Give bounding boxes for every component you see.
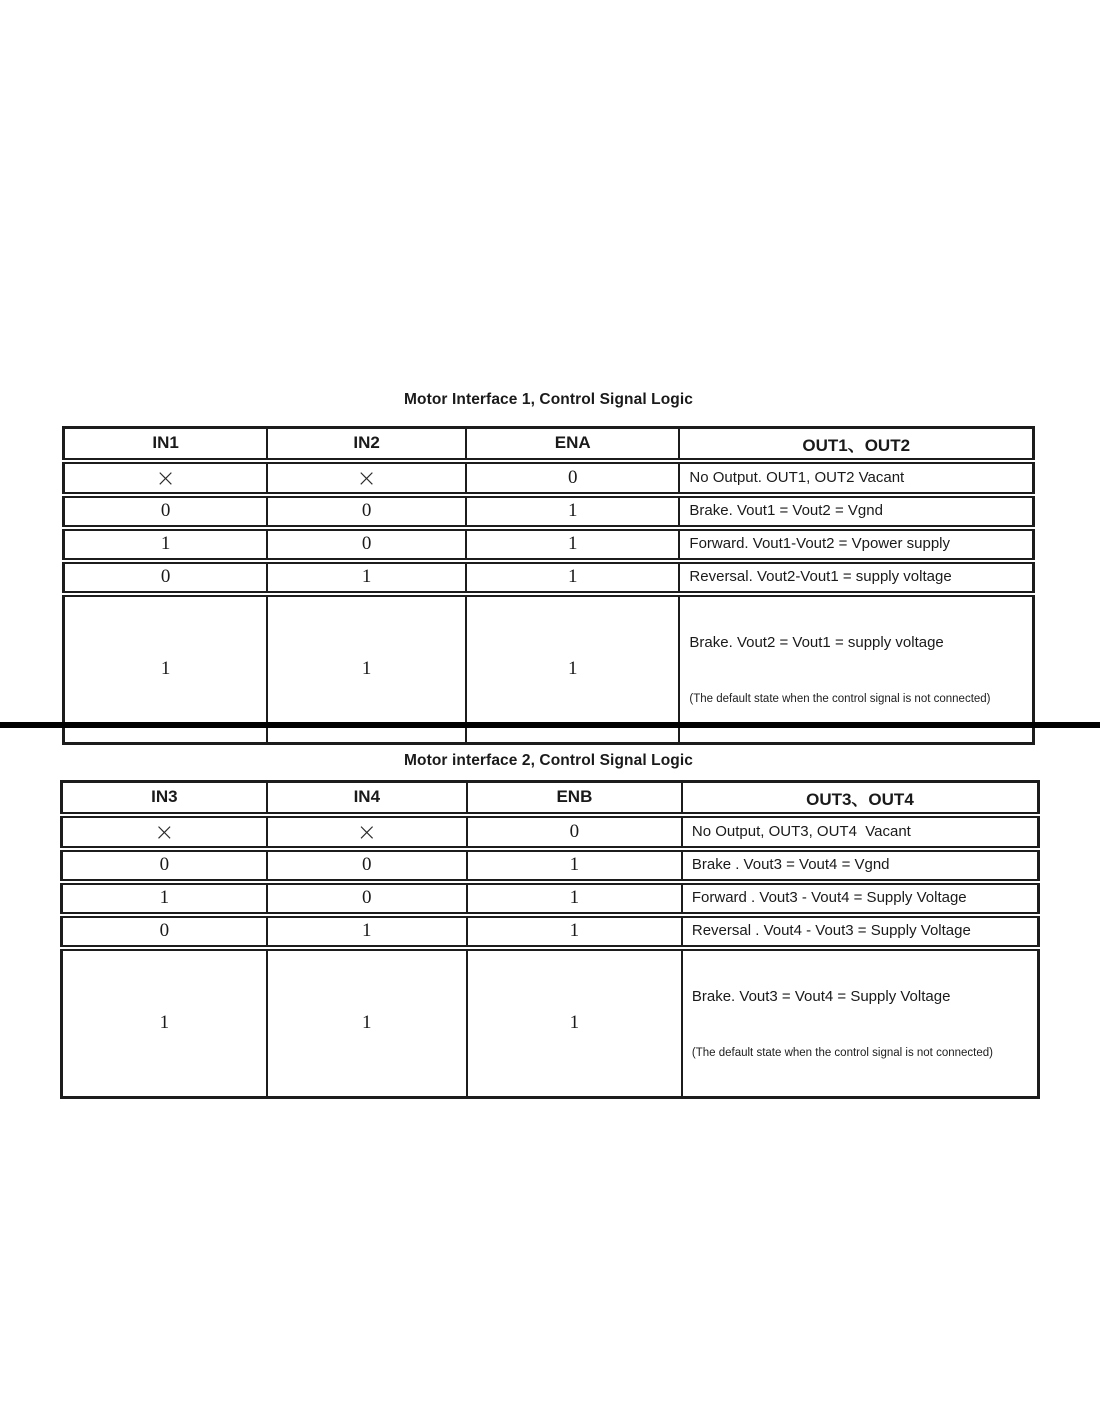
- table2-row-3: [62, 882, 1039, 915]
- table1-header-row: [64, 428, 1034, 461]
- motor-interface-1-table: [62, 426, 1035, 745]
- table2-row-5: [62, 948, 1039, 1098]
- in3-cell: 1: [62, 882, 267, 915]
- table1-row-5: [64, 594, 1034, 744]
- in2-cell: 0: [267, 528, 466, 561]
- out-cell: [682, 849, 1039, 882]
- col-header-in4: IN4: [267, 782, 467, 815]
- ena-cell: 1: [466, 495, 679, 528]
- col-header-in1: IN1: [64, 428, 268, 461]
- section-divider-bar: [0, 722, 1100, 728]
- table1-row-3: [64, 528, 1034, 561]
- in3-cell: 0: [62, 849, 267, 882]
- out-cell: [682, 948, 1039, 1098]
- in4-cell: ×: [267, 815, 467, 849]
- motor-interface-1-title: Motor Interface 1, Control Signal Logic: [404, 391, 693, 408]
- enb-cell: 1: [467, 915, 682, 948]
- table2-row-1: [62, 815, 1039, 849]
- ena-cell: 1: [466, 528, 679, 561]
- col-header-in3: IN3: [62, 782, 267, 815]
- out-description: Reversal. Vout2-Vout1 = supply voltage: [689, 568, 952, 585]
- out-cell: [679, 461, 1033, 495]
- out-cell: [679, 594, 1033, 744]
- out-description: Brake . Vout3 = Vout4 = Vgnd: [691, 856, 890, 873]
- out-description: No Output, OUT3, OUT4 Vacant: [691, 822, 911, 840]
- enb-cell: 0: [467, 815, 682, 849]
- col-header-enb: ENB: [467, 782, 682, 815]
- in4-cell: 1: [267, 915, 467, 948]
- table2-row-2: [62, 849, 1039, 882]
- out-default-note: (The default state when the control signal is not connected): [689, 692, 991, 705]
- in1-cell: 1: [64, 594, 268, 744]
- out-description: Brake. Vout1 = Vout2 = Vgnd: [689, 502, 883, 519]
- in2-cell: 1: [267, 561, 466, 594]
- in1-cell: 0: [64, 495, 268, 528]
- out-description: No Output. OUT1, OUT2 Vacant: [689, 468, 905, 486]
- table1-row-1: [64, 461, 1034, 495]
- out-description: Brake. Vout3 = Vout4 = Supply Voltage: [691, 987, 951, 1005]
- in3-cell: 0: [62, 915, 267, 948]
- table2-header-row: [62, 782, 1039, 815]
- out-description: Brake. Vout2 = Vout1 = supply voltage: [689, 633, 944, 651]
- in2-cell: 0: [267, 495, 466, 528]
- ena-cell: 0: [466, 461, 679, 495]
- motor-interface-2-table: [60, 780, 1040, 1099]
- table2-row-4: [62, 915, 1039, 948]
- col-header-ena: ENA: [466, 428, 679, 461]
- in1-cell: 0: [64, 561, 268, 594]
- in1-cell: 1: [64, 528, 268, 561]
- enb-cell: 1: [467, 882, 682, 915]
- col-header-in2: IN2: [267, 428, 466, 461]
- out-description: Forward . Vout3 - Vout4 = Supply Voltage: [691, 889, 967, 906]
- out-description: Forward. Vout1-Vout2 = Vpower supply: [689, 535, 950, 552]
- out-cell: [679, 528, 1033, 561]
- ena-cell: 1: [466, 594, 679, 744]
- enb-cell: 1: [467, 849, 682, 882]
- out-cell: [682, 915, 1039, 948]
- table1-row-4: [64, 561, 1034, 594]
- in2-cell: ×: [267, 461, 466, 495]
- in2-cell: 1: [267, 594, 466, 744]
- table1-row-2: [64, 495, 1034, 528]
- in3-cell: 1: [62, 948, 267, 1098]
- out-description: Reversal . Vout4 - Vout3 = Supply Voltage: [691, 922, 971, 939]
- out-cell: [682, 882, 1039, 915]
- in3-cell: ×: [62, 815, 267, 849]
- col-header-out1-out2: OUT1、OUT2: [679, 428, 1033, 461]
- out-cell: [682, 815, 1039, 849]
- motor-interface-2-title: Motor interface 2, Control Signal Logic: [404, 752, 693, 769]
- in4-cell: 0: [267, 882, 467, 915]
- out-cell: [679, 495, 1033, 528]
- enb-cell: 1: [467, 948, 682, 1098]
- ena-cell: 1: [466, 561, 679, 594]
- in1-cell: ×: [64, 461, 268, 495]
- out-cell: [679, 561, 1033, 594]
- col-header-out3-out4: OUT3、OUT4: [682, 782, 1039, 815]
- in4-cell: 1: [267, 948, 467, 1098]
- in4-cell: 0: [267, 849, 467, 882]
- out-default-note: (The default state when the control signal is not connected): [691, 1046, 993, 1059]
